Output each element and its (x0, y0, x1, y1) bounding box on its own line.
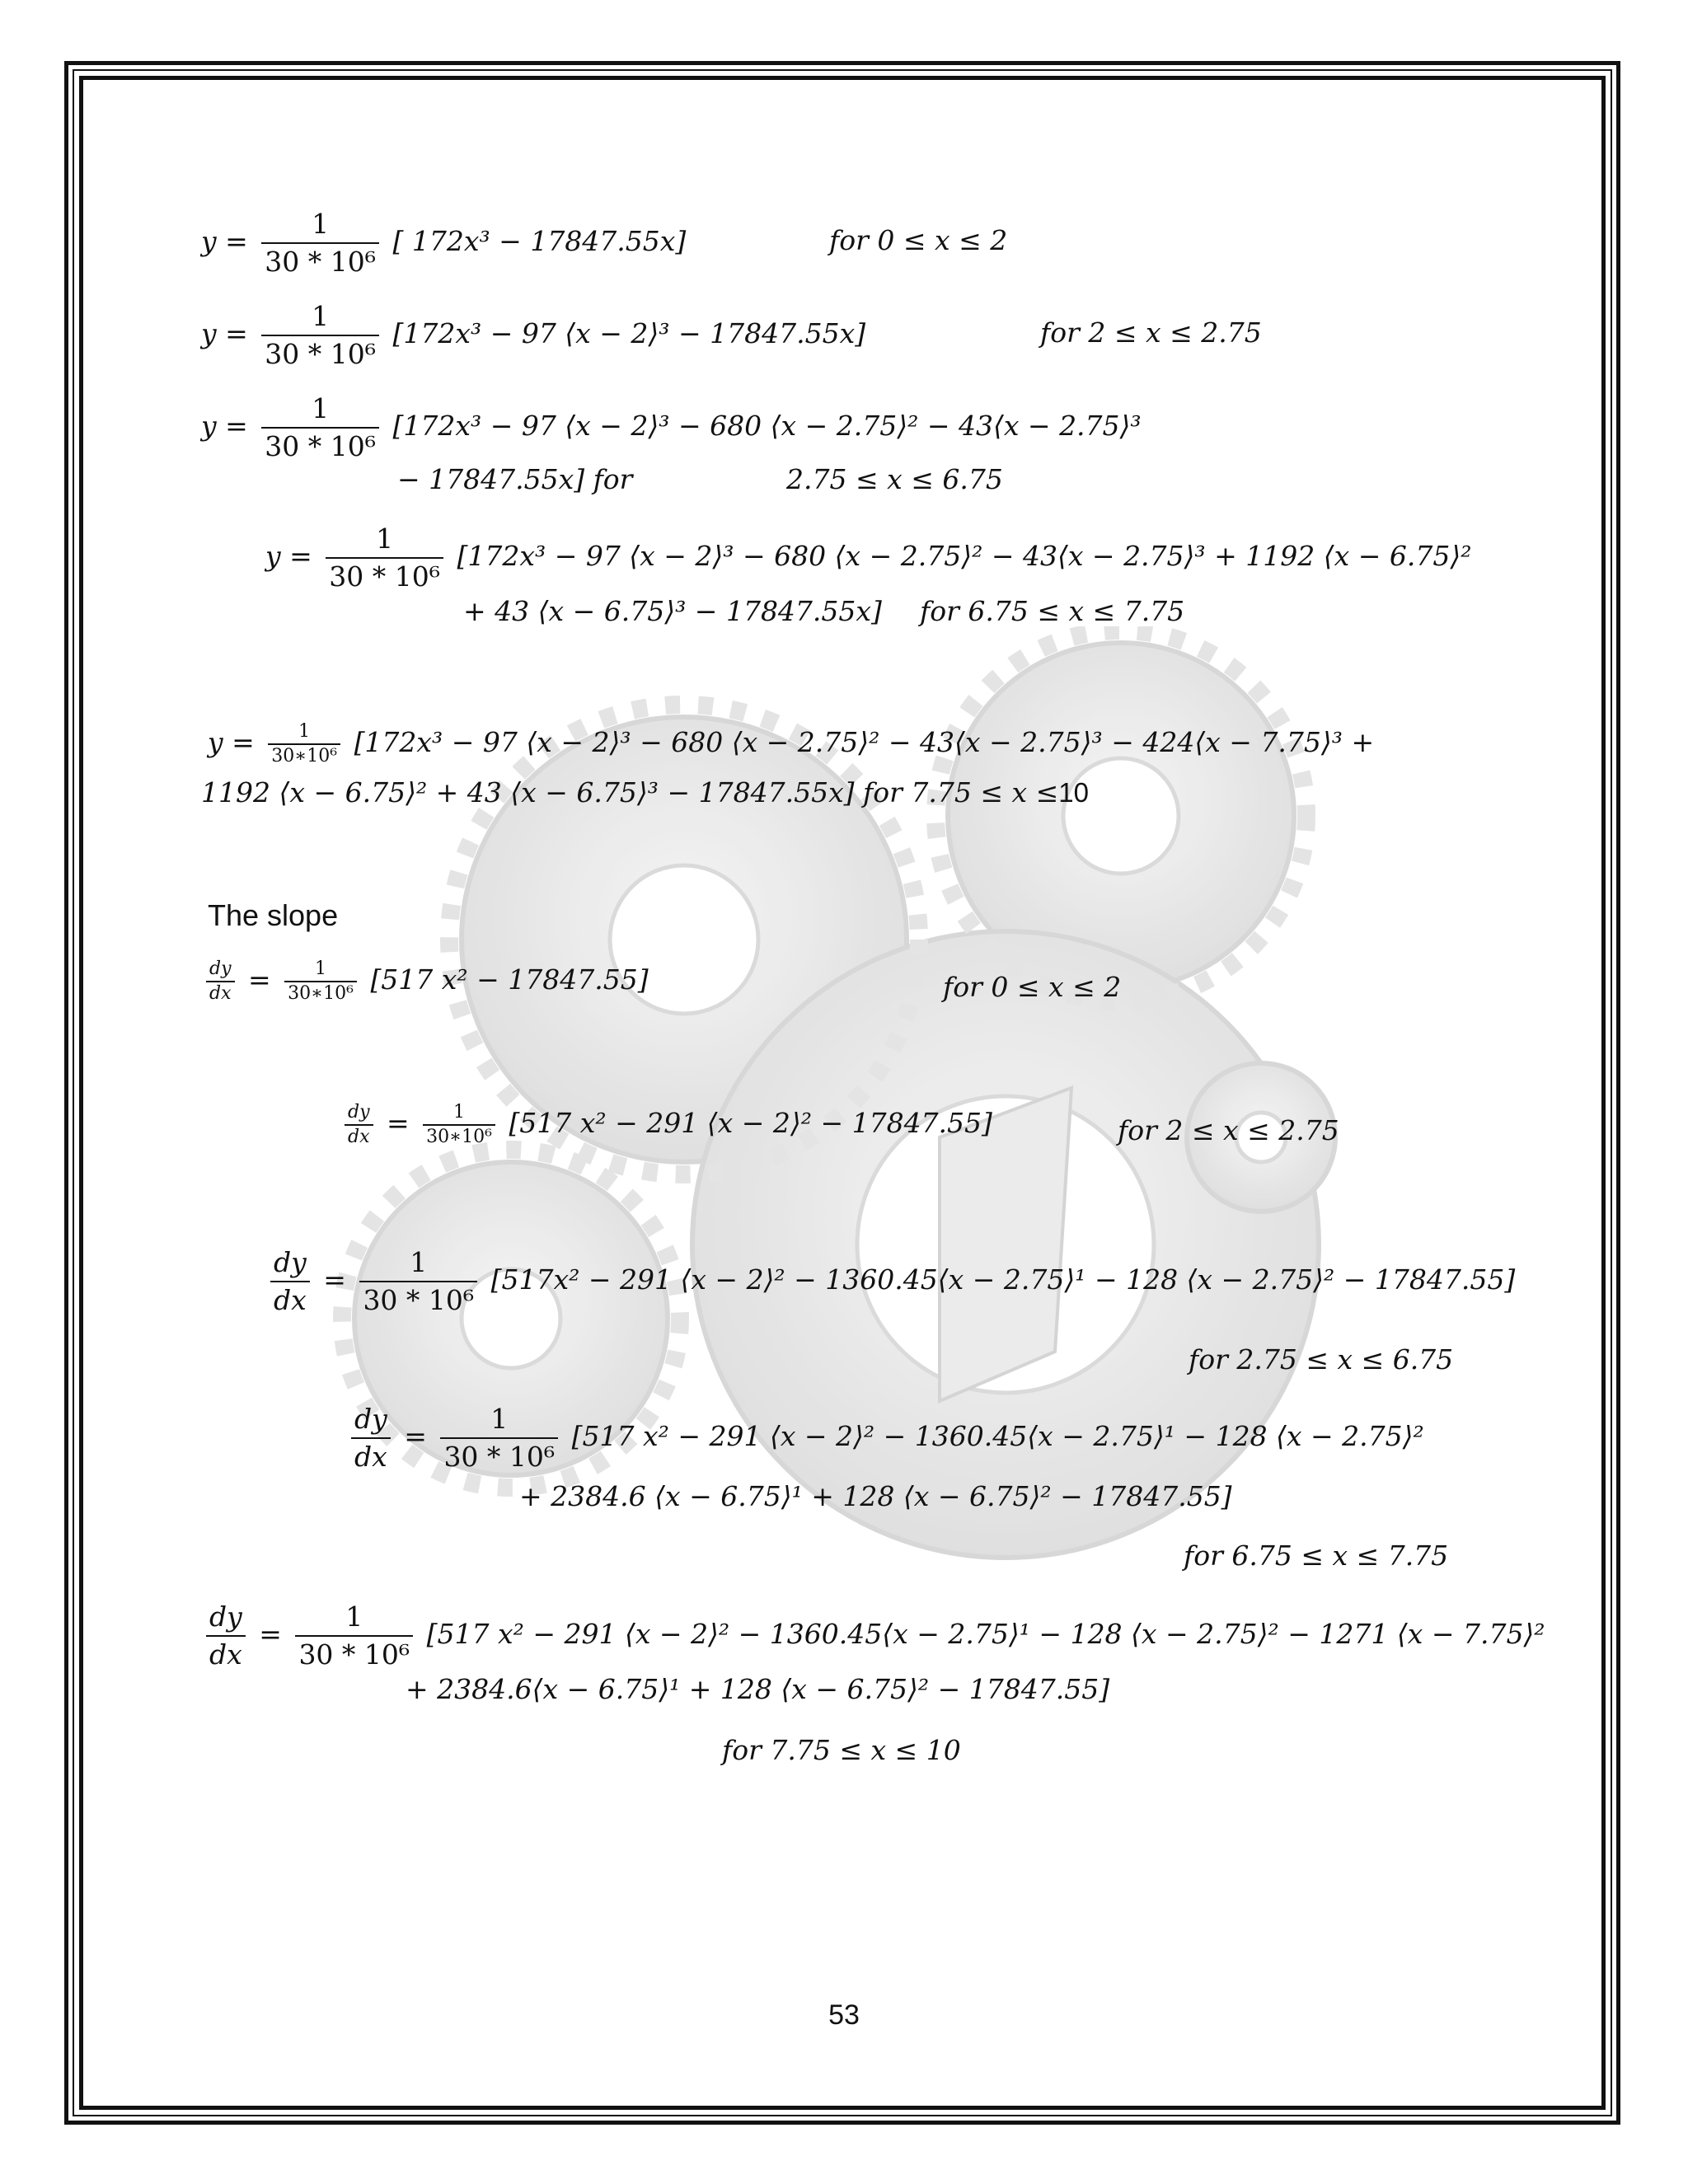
equation-body: [517 x² − 291 ⟨x − 2⟩² − 1360.45⟨x − 2.75⟩¹ − 128 ⟨x − 2.75⟩² − 1271 ⟨x − 7.75⟩² (426, 1618, 1545, 1650)
equation-body: [517x² − 291 ⟨x − 2⟩² − 1360.45⟨x − 2.75⟩¹ − 128 ⟨x − 2.75⟩² − 17847.55] (490, 1263, 1516, 1296)
fraction-denominator: 30 * 10⁶ (265, 246, 376, 278)
fraction (326, 521, 443, 595)
deflection-continuation-3: − 17847.55x] for (397, 463, 633, 495)
slope-equation-2 (340, 1101, 992, 1149)
fraction-denominator: 30 * 10⁶ (298, 1638, 410, 1671)
equation-body: [517 x² − 291 ⟨x − 2⟩² − 17847.55] (509, 1107, 992, 1139)
equation-body: [517 x² − 291 ⟨x − 2⟩² − 1360.45⟨x − 2.75⟩¹ − 128 ⟨x − 2.75⟩² (571, 1420, 1424, 1452)
fraction-denominator: 30∗10⁶ (426, 1127, 492, 1147)
equation-lhs: y = (201, 225, 248, 257)
equation-body: [172x³ − 97 ⟨x − 2⟩³ − 680 ⟨x − 2.75⟩² − 43⟨x − 2.75⟩³ (392, 410, 1142, 442)
equation-lhs: y = (208, 726, 255, 758)
derivative-denominator: dx (274, 1284, 307, 1316)
derivative-symbol (351, 1401, 391, 1475)
equation-lhs: y = (201, 410, 248, 442)
fraction (284, 958, 357, 1005)
fraction-numerator: 1 (268, 720, 340, 745)
slope-range-4: for 6.75 ≤ x ≤ 7.75 (1184, 1540, 1449, 1572)
equals-sign: = (259, 1618, 282, 1650)
equation-body: [517 x² − 17847.55] (370, 963, 649, 996)
derivative-symbol (206, 1599, 246, 1673)
equals-sign: = (404, 1420, 427, 1452)
fraction-numerator: 1 (284, 958, 357, 982)
fraction-numerator: 1 (440, 1401, 558, 1439)
fraction (440, 1401, 558, 1475)
equals-sign: = (248, 963, 271, 996)
derivative-symbol (345, 1101, 373, 1149)
slope-continuation-5: + 2384.6⟨x − 6.75⟩¹ + 128 ⟨x − 6.75⟩² − 17847.55] (406, 1673, 1110, 1705)
derivative-numerator: dy (206, 1599, 246, 1637)
fraction-denominator: 30 * 10⁶ (265, 338, 376, 370)
fraction-numerator: 1 (261, 206, 379, 244)
deflection-range-4: for 6.75 ≤ x ≤ 7.75 (920, 595, 1185, 627)
fraction-denominator: 30 * 10⁶ (443, 1441, 556, 1473)
derivative-denominator: dx (209, 1638, 242, 1671)
deflection-equation-1 (201, 206, 686, 280)
fraction-denominator: 30 * 10⁶ (329, 560, 440, 593)
slope-range-5: for 7.75 ≤ x ≤ 10 (722, 1734, 961, 1766)
equation-lhs: y = (201, 317, 248, 349)
deflection-range-2: for 2 ≤ x ≤ 2.75 (1040, 316, 1262, 349)
equation-lhs: y = (265, 540, 312, 572)
deflection-equation-4 (265, 521, 1471, 595)
fraction (261, 391, 379, 465)
fraction-numerator: 1 (261, 391, 379, 429)
derivative-symbol (206, 958, 235, 1005)
fraction-denominator: 30∗10⁶ (288, 983, 354, 1004)
fraction (268, 720, 340, 768)
slope-equation-5 (201, 1599, 1545, 1673)
deflection-range-3: 2.75 ≤ x ≤ 6.75 (786, 463, 1003, 495)
derivative-denominator: dx (209, 983, 232, 1004)
page-number: 53 (828, 1999, 860, 2031)
fraction (359, 1244, 477, 1319)
derivative-numerator: dy (206, 958, 235, 982)
fraction (295, 1599, 413, 1673)
derivative-symbol (270, 1244, 310, 1319)
slope-equation-4 (346, 1401, 1424, 1475)
deflection-equation-3 (201, 391, 1142, 465)
derivative-numerator: dy (345, 1101, 373, 1126)
deflection-range-1: for 0 ≤ x ≤ 2 (829, 224, 1008, 256)
equals-sign: = (387, 1107, 410, 1139)
deflection-equation-5 (208, 720, 1374, 768)
fraction-numerator: 1 (326, 521, 443, 559)
slope-range-1: for 0 ≤ x ≤ 2 (943, 971, 1122, 1003)
fraction-numerator: 1 (423, 1101, 495, 1126)
deflection-continuation-5 (201, 776, 1089, 809)
slope-continuation-4: + 2384.6 ⟨x − 6.75⟩¹ + 128 ⟨x − 6.75⟩² − 17847.55] (519, 1480, 1232, 1512)
range-end-value: 10 (1058, 777, 1089, 808)
fraction-numerator: 1 (295, 1599, 413, 1637)
fraction-denominator: 30 * 10⁶ (265, 430, 376, 462)
fraction-numerator: 1 (359, 1244, 477, 1282)
slope-range-2: for 2 ≤ x ≤ 2.75 (1118, 1114, 1339, 1146)
section-heading-slope: The slope (208, 898, 339, 932)
slope-equation-3 (265, 1244, 1515, 1319)
equals-sign: = (323, 1263, 346, 1296)
derivative-denominator: dx (354, 1441, 387, 1473)
fraction-denominator: 30∗10⁶ (271, 746, 338, 766)
deflection-continuation-4: + 43 ⟨x − 6.75⟩³ − 17847.55x] (463, 595, 882, 627)
derivative-numerator: dy (351, 1401, 391, 1439)
continuation-text: 1192 ⟨x − 6.75⟩² + 43 ⟨x − 6.75⟩³ − 17847.55x] for 7.75 ≤ x ≤ (201, 776, 1059, 808)
fraction (261, 206, 379, 280)
fraction (423, 1101, 495, 1149)
equation-body: [172x³ − 97 ⟨x − 2⟩³ − 680 ⟨x − 2.75⟩² − 43⟨x − 2.75⟩³ + 1192 ⟨x − 6.75⟩² (457, 540, 1472, 572)
fraction-denominator: 30 * 10⁶ (363, 1284, 475, 1316)
derivative-denominator: dx (348, 1127, 370, 1147)
fraction-numerator: 1 (261, 298, 379, 336)
equation-body: [172x³ − 97 ⟨x − 2⟩³ − 17847.55x] (392, 317, 866, 349)
equation-body: [ 172x³ − 17847.55x] (392, 225, 687, 257)
deflection-equation-2 (201, 298, 865, 373)
fraction (261, 298, 379, 373)
slope-range-3: for 2.75 ≤ x ≤ 6.75 (1189, 1343, 1454, 1376)
slope-equation-1 (201, 958, 649, 1005)
derivative-numerator: dy (270, 1244, 310, 1282)
equation-body: [172x³ − 97 ⟨x − 2⟩³ − 680 ⟨x − 2.75⟩² − 43⟨x − 2.75⟩³ − 424⟨x − 7.75⟩³ + (354, 726, 1375, 758)
